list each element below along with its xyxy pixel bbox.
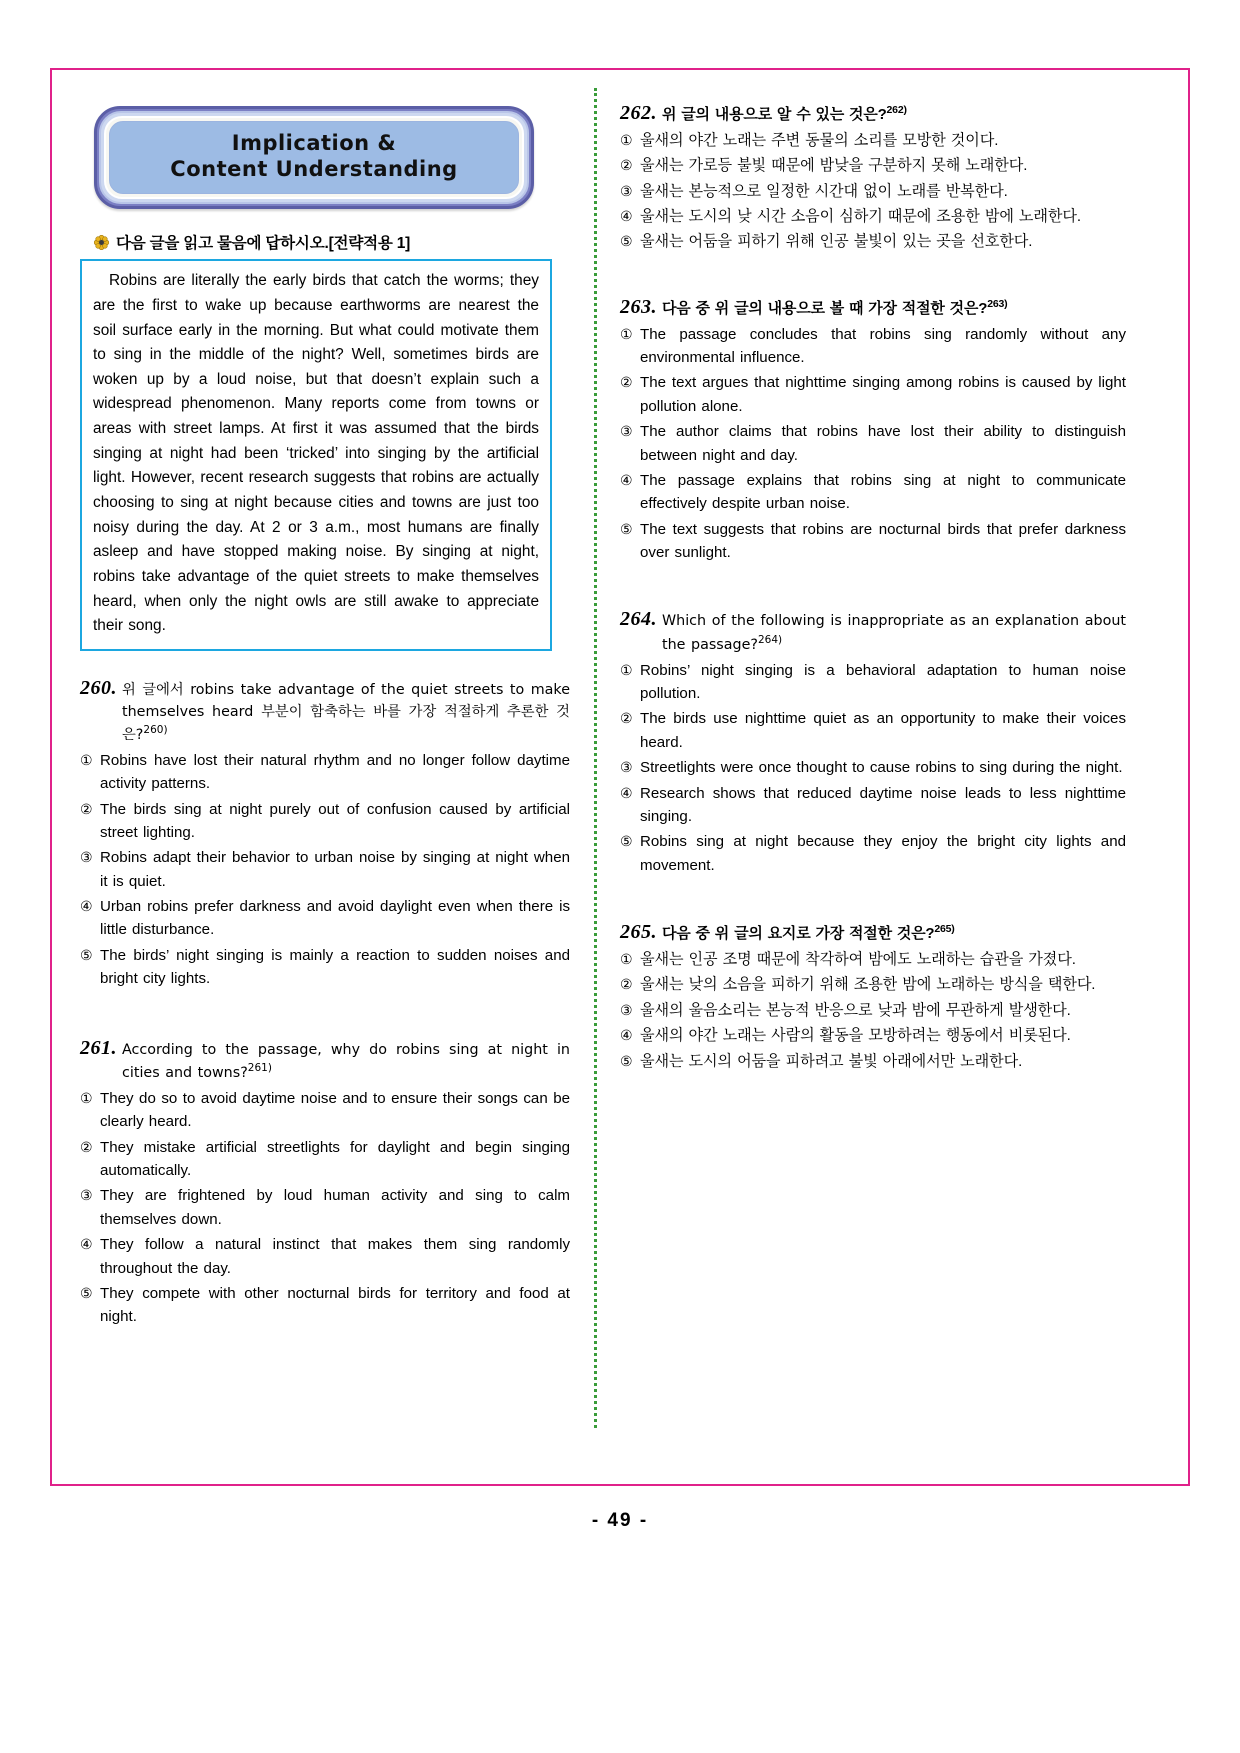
choice-text: They follow a natural instinct that makes them sing randomly throughout the day. (100, 1236, 570, 1277)
choice-item[interactable] (620, 420, 1126, 467)
choice-text: The text suggests that robins are nocturnal birds that prefer darkness over sunlight. (640, 520, 1126, 562)
choice-text: 울새는 낮의 소음을 피하기 위해 조용한 밤에 노래하는 방식을 택한다. (640, 976, 1096, 994)
choice-marker: ⑤ (620, 520, 633, 537)
choice-marker: ⑤ (80, 946, 93, 963)
choice-text: 울새는 어둠을 피하기 위해 인공 불빛이 있는 곳을 선호한다. (640, 233, 1033, 251)
choice-item[interactable] (620, 756, 1126, 779)
question-262-number: 262. (620, 102, 657, 124)
choice-marker: ⑤ (620, 833, 633, 850)
choice-item[interactable] (620, 1024, 1126, 1047)
question-263 (620, 296, 1126, 565)
question-262-choices (620, 129, 1126, 254)
choice-marker: ④ (620, 471, 633, 488)
choice-marker: ③ (620, 759, 633, 776)
choice-text: They mistake artificial streetlights for daylight and begin singing automatically. (100, 1138, 570, 1180)
choice-marker: ② (620, 710, 633, 727)
choice-marker: ① (620, 131, 633, 148)
choice-text: The passage concludes that robins sing randomly without any environmental influence. (640, 325, 1126, 366)
choice-item[interactable] (80, 1282, 570, 1329)
choice-item[interactable] (620, 154, 1126, 177)
choice-text: Streetlights were once thought to cause robins to sing during the night. (640, 759, 1123, 777)
question-260-number: 260. (80, 676, 117, 699)
flower-icon (94, 235, 109, 250)
choice-marker: ② (620, 374, 633, 391)
choice-item[interactable] (620, 830, 1126, 877)
choice-marker: ⑤ (620, 233, 633, 250)
choice-item[interactable] (80, 1233, 570, 1280)
choice-marker: ③ (620, 423, 633, 440)
choice-text: 울새는 가로등 불빛 때문에 밤낮을 구분하지 못해 노래한다. (640, 157, 1028, 175)
choice-item[interactable] (80, 944, 570, 991)
banner-title-line-2: Content Understanding (170, 156, 458, 181)
choice-item[interactable] (620, 469, 1126, 516)
choice-item[interactable] (620, 323, 1126, 370)
choice-text: Robins sing at night because they enjoy the bright city lights and movement. (640, 833, 1126, 874)
divider-dotted-line (594, 88, 597, 1428)
question-265-footnote: 265) (934, 923, 955, 936)
question-264-stem: Which of the following is inappropriate as an explanation about the passage?$^{264)}$ (662, 613, 1126, 653)
choice-item[interactable] (620, 230, 1126, 253)
choice-marker: ③ (620, 1001, 633, 1018)
choice-text: 울새의 야간 노래는 주변 동물의 소리를 모방한 것이다. (640, 131, 999, 149)
choice-text: 울새는 인공 조명 때문에 착각하여 밤에도 노래하는 습관을 가졌다. (640, 950, 1076, 968)
question-260 (80, 677, 570, 991)
choice-marker: ① (620, 661, 633, 678)
choice-item[interactable] (620, 518, 1126, 565)
question-262-footnote: 262) (886, 104, 907, 116)
page-content (52, 70, 1188, 1484)
direction-line (94, 231, 570, 253)
choice-text: Robins’ night singing is a behavioral adaptation to human noise pollution. (640, 661, 1126, 703)
question-264-choices (620, 659, 1126, 878)
choice-marker: ③ (80, 849, 93, 866)
question-263-footnote: 263) (987, 297, 1008, 310)
question-262-stem: 위 글의 내용으로 알 수 있는 것은?$^{262)}$ (662, 104, 907, 123)
question-265-choices (620, 948, 1126, 1073)
choice-marker: ④ (80, 898, 93, 915)
question-261-stem: According to the passage, why do robins sing at night in cities and towns?$^{261)}$ (122, 1041, 570, 1082)
choice-marker: ③ (80, 1187, 93, 1204)
choice-marker: ① (620, 950, 633, 967)
choice-marker: ② (80, 1138, 93, 1155)
choice-marker: ① (80, 1089, 93, 1106)
choice-marker: ③ (620, 182, 633, 199)
question-261-choices (80, 1087, 570, 1329)
choice-item[interactable] (620, 1050, 1126, 1073)
choice-marker: ① (620, 325, 633, 342)
question-264 (620, 608, 1126, 877)
choice-text: 울새는 도시의 어둠을 피하려고 불빛 아래에서만 노래한다. (640, 1052, 1023, 1070)
choice-marker: ④ (620, 1027, 633, 1044)
question-264-footnote: 264) (757, 634, 783, 647)
choice-item[interactable] (80, 1136, 570, 1183)
banner-title-line-1: Implication & (231, 131, 397, 155)
choice-text: The birds’ night singing is mainly a reaction to sudden noises and bright city lights. (100, 946, 570, 988)
question-265 (620, 921, 1126, 1073)
choice-item[interactable] (620, 659, 1126, 706)
question-265-stem: 다음 중 위 글의 요지로 가장 적절한 것은?$^{265)}$ (662, 923, 955, 943)
choice-marker: ② (80, 800, 93, 817)
choice-text: Urban robins prefer darkness and avoid daylight even when there is little disturbance. (100, 898, 570, 939)
choice-text: The passage explains that robins sing at night to communicate effectively despite urban noise. (640, 471, 1126, 513)
question-261-number: 261. (80, 1036, 117, 1059)
choice-text: Robins have lost their natural rhythm and no longer follow daytime activity patterns. (100, 751, 570, 793)
choice-item[interactable] (80, 1184, 570, 1231)
question-260-stem: 위 글에서 robins take advantage of the quiet streets to make themselves heard 부분이 함축하는 바를 가장 적절하게 추론한 것은?$^{260)}$ (122, 681, 570, 744)
choice-text: The birds sing at night purely out of confusion caused by artificial street lighting. (100, 800, 570, 841)
direction-text: 다음 글을 읽고 물음에 답하시오.[전략적용 1] (116, 235, 411, 253)
choice-item[interactable] (620, 782, 1126, 829)
question-260-footnote: 260) (143, 724, 168, 737)
question-262 (620, 102, 1126, 254)
question-260-choices (80, 749, 570, 991)
choice-item[interactable] (620, 180, 1126, 203)
unit-title-banner (94, 106, 534, 209)
question-261 (80, 1037, 570, 1329)
choice-marker: ④ (620, 207, 633, 224)
choice-text: 울새의 울음소리는 본능적 반응으로 낮과 밤에 무관하게 발생한다. (640, 1001, 1071, 1019)
choice-item[interactable] (80, 1087, 570, 1134)
choice-item[interactable] (620, 129, 1126, 152)
choice-item[interactable] (620, 707, 1126, 754)
choice-item[interactable] (620, 205, 1126, 228)
left-column (72, 88, 584, 1466)
choice-text: They are frightened by loud human activity and sing to calm themselves down. (100, 1187, 570, 1228)
question-264-number: 264. (620, 608, 657, 631)
column-divider (584, 88, 606, 1466)
choice-text: Research shows that reduced daytime noise leads to less nighttime singing. (640, 784, 1126, 825)
question-263-number: 263. (620, 295, 657, 318)
choice-item[interactable] (620, 948, 1126, 971)
choice-item[interactable] (80, 895, 570, 942)
choice-item[interactable] (620, 371, 1126, 418)
passage-box (80, 259, 552, 651)
choice-text: Robins adapt their behavior to urban noise by singing at night when it is quiet. (100, 849, 570, 890)
choice-item[interactable] (80, 749, 570, 796)
right-column (606, 88, 1126, 1466)
choice-item[interactable] (620, 973, 1126, 996)
choice-marker: ⑤ (620, 1052, 633, 1069)
choice-text: 울새는 도시의 낮 시간 소음이 심하기 때문에 조용한 밤에 노래한다. (640, 207, 1081, 225)
choice-marker: ① (80, 751, 93, 768)
choice-text: The author claims that robins have lost their ability to distinguish between night and day. (640, 423, 1126, 464)
choice-marker: ② (620, 157, 633, 174)
question-261-footnote: 261) (247, 1062, 272, 1075)
choice-marker: ④ (80, 1236, 93, 1253)
question-263-choices (620, 323, 1126, 565)
page-number: - 49 - (591, 1510, 649, 1531)
passage-text: Robins are literally the early birds that catch the worms; they are the first to wake up because earthworms are nearest the soil surface early in the morning. But what could motivate them to sing in the middle of the night? Well, sometimes birds are woken up by a loud noise, but that doesn’t explain such a widespread phenomenon. Many reports come from towns or areas with street lamps. At first it was assumed that the birds singing at night had been ‘tricked’ into singing by the artificial light. However, recent research suggests that robins are actually choosing to sing at night because cities and towns are just too noisy during the day. At 2 or 3 a.m., most humans are finally asleep and have stopped making noise. By singing at night, robins take advantage of the quiet streets to make themselves heard, when only the night owls are still awake to appreciate their song. (93, 272, 539, 635)
choice-item[interactable] (620, 999, 1126, 1022)
choice-text: They do so to avoid daytime noise and to ensure their songs can be clearly heard. (100, 1089, 570, 1131)
choice-text: The text argues that nighttime singing among robins is caused by light pollution alone. (640, 374, 1126, 415)
choice-item[interactable] (80, 846, 570, 893)
question-263-stem: 다음 중 위 글의 내용으로 볼 때 가장 적절한 것은?$^{263)}$ (662, 297, 1008, 317)
choice-item[interactable] (80, 798, 570, 845)
choice-text: They compete with other nocturnal birds for territory and food at night. (100, 1284, 570, 1326)
choice-text: 울새는 본능적으로 일정한 시간대 없이 노래를 반복한다. (640, 182, 1008, 200)
choice-text: The birds use nighttime quiet as an opportunity to make their voices heard. (640, 710, 1126, 751)
question-265-number: 265. (620, 921, 657, 944)
choice-marker: ④ (620, 784, 633, 801)
choice-marker: ⑤ (80, 1284, 93, 1301)
choice-marker: ② (620, 976, 633, 993)
choice-text: 울새의 야간 노래는 사람의 활동을 모방하려는 행동에서 비롯된다. (640, 1027, 1071, 1045)
